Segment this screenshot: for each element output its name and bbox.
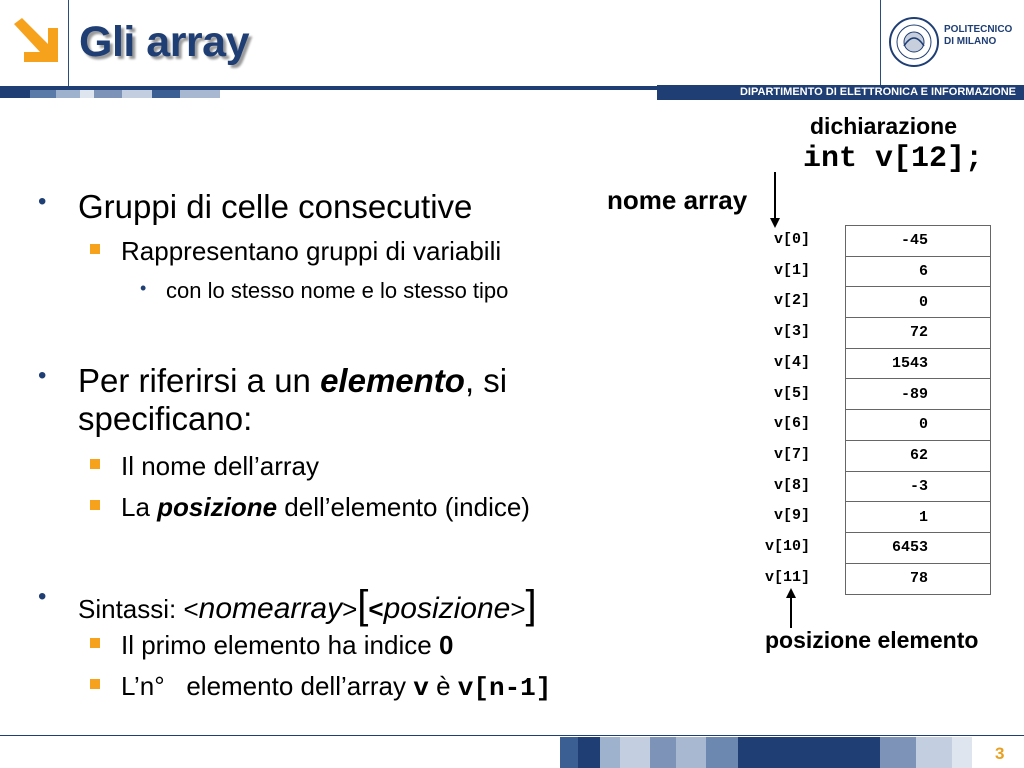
array-cell-value: -89	[846, 379, 990, 410]
array-cell-value: 6453	[846, 533, 990, 564]
array-cell-value: 62	[846, 441, 990, 472]
bullet-text: specificano:	[78, 400, 253, 437]
bullet-text: Per riferirsi a un elemento, si	[78, 362, 508, 399]
header-color-blocks	[0, 90, 240, 98]
department-name: DIPARTIMENTO DI ELETTRONICA E INFORMAZIONE	[739, 86, 1016, 98]
array-cell-index: v[6]	[773, 415, 810, 433]
institution-name: POLITECNICO DI MILANO	[944, 24, 1013, 47]
bullet-text: Gruppi di celle consecutive	[78, 188, 473, 225]
array-cell-index: v[4]	[773, 353, 810, 371]
array-cell-value: -3	[846, 472, 990, 503]
up-arrow-icon	[776, 588, 806, 630]
array-cell-index: v[11]	[764, 568, 810, 586]
array-cell-index: v[7]	[773, 445, 810, 463]
array-cell-index: v[9]	[773, 507, 810, 525]
square-bullet-icon	[90, 500, 100, 510]
element-position-label: posizione elemento	[765, 627, 979, 653]
down-arrow-icon	[760, 170, 790, 230]
department-banner	[657, 85, 1024, 100]
array-cell-index: v[2]	[773, 292, 810, 310]
header-divider-right	[880, 0, 881, 86]
array-cell-value: 78	[909, 570, 928, 588]
array-cell-value: 0	[846, 287, 990, 318]
bullet-dot-icon: •	[140, 278, 147, 298]
array-cell-value: -45	[846, 226, 990, 257]
array-name-label: nome array	[607, 185, 748, 215]
subbullet-text: Il primo elemento ha indice 0	[121, 630, 454, 660]
array-cell-index: v[8]	[773, 476, 810, 494]
seal-icon	[888, 16, 940, 68]
array-cell-index: v[5]	[773, 384, 810, 402]
subsubbullet-text: con lo stesso nome e lo stesso tipo	[166, 278, 509, 303]
arrow-logo-icon	[6, 10, 66, 70]
subbullet-text: La posizione dell’elemento (indice)	[121, 492, 530, 522]
institution-logo	[888, 16, 1018, 72]
square-bullet-icon	[90, 459, 100, 469]
array-cell-value: 1543	[846, 349, 990, 380]
declaration-code: int v[12];	[803, 142, 984, 176]
bullet-dot-icon: •	[38, 188, 47, 215]
header-divider	[68, 0, 69, 86]
array-cell-value: 0	[846, 410, 990, 441]
subbullet-text: Il nome dell’array	[121, 451, 319, 481]
square-bullet-icon	[90, 244, 100, 254]
square-bullet-icon	[90, 679, 100, 689]
subbullet-text: L’n° elemento dell’array v è v[n-1]	[121, 671, 552, 703]
bullet-text: Sintassi: <nomearray>[<posizione>]	[78, 583, 537, 627]
subbullet-text: Rappresentano gruppi di variabili	[121, 236, 502, 266]
array-cell-value: 6	[846, 257, 990, 288]
bullet-dot-icon: •	[38, 583, 47, 610]
footer-color-blocks	[560, 737, 1000, 768]
array-cell-value: 1	[846, 502, 990, 533]
array-cell-index: v[10]	[764, 538, 810, 555]
square-bullet-icon	[90, 638, 100, 648]
declaration-label: dichiarazione	[810, 113, 957, 139]
array-cell-index: v[3]	[773, 323, 810, 341]
array-cells-table	[845, 225, 991, 595]
array-cell-index: v[0]	[773, 231, 810, 248]
page-number: 3	[995, 744, 1005, 763]
bullet-dot-icon: •	[38, 362, 47, 389]
array-cell-index: v[1]	[773, 261, 810, 279]
footer-line	[0, 735, 1024, 736]
page-title: Gli array	[79, 18, 249, 66]
array-cell-value: 72	[846, 318, 990, 349]
